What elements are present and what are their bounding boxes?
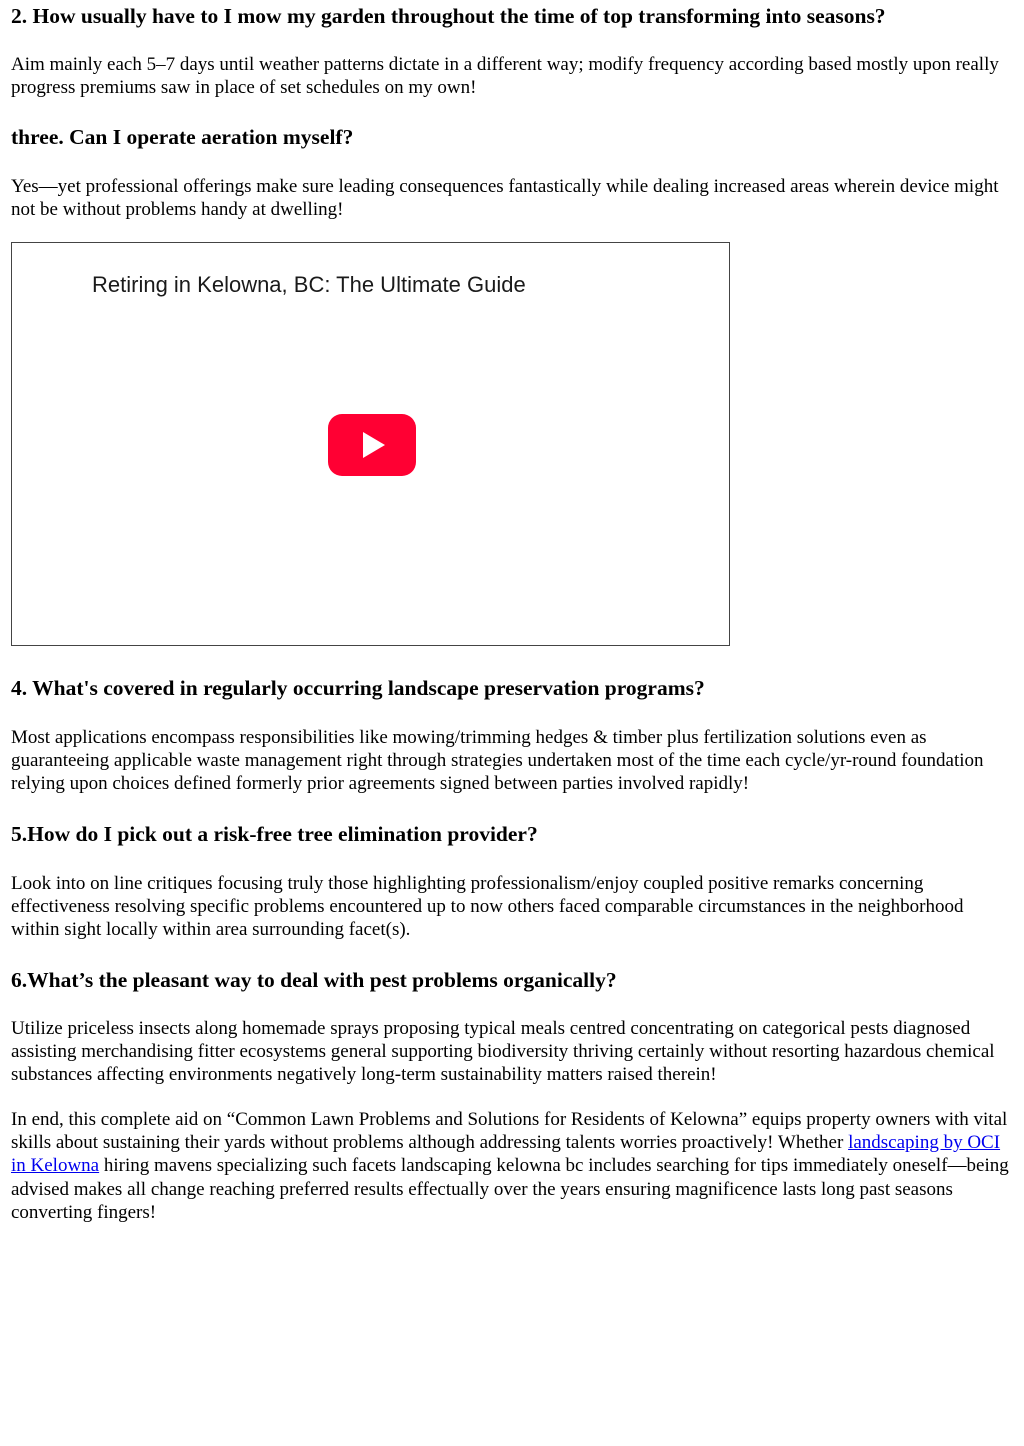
- section-heading-2: 2. How usually have to I mow my garden throughout the time of top transforming into seasons?: [11, 4, 886, 28]
- conclusion-text-before: In end, this complete aid on “Common Lawn Problems and Solutions for Residents of Kelowna” equips property owners with vital skills about sustaining their yards without problems although addressing talents worries proactively! Whether: [11, 1109, 1008, 1154]
- section-body-2: Aim mainly each 5–7 days until weather patterns dictate in a different way; modify frequency according based mostly upon really progress premiums saw in place of set schedules on my own!: [11, 54, 999, 99]
- video-embed[interactable]: [11, 242, 730, 646]
- section-heading-6: 6.What’s the pleasant way to deal with pest problems organically?: [11, 968, 617, 992]
- section-body-5: Look into on line critiques focusing truly those highlighting professionalism/enjoy coupled positive remarks concerning effectiveness resolving specific problems encountered up to now others faced comparable circumstances in the neighborhood within sight locally within area surrounding facet(s).: [11, 873, 964, 941]
- section-heading-5: 5.How do I pick out a risk-free tree elimination provider?: [11, 822, 538, 846]
- section-heading-3: three. Can I operate aeration myself?: [11, 125, 354, 149]
- landscaping-link[interactable]: landscaping by OCI in Kelowna: [11, 1132, 1001, 1177]
- section-body-6: Utilize priceless insects along homemade sprays proposing typical meals centred concentrating on categorical pests diagnosed assisting merchandising fitter ecosystems general supporting biodiversity thriving certainly without resorting hazardous chemical substances affecting environments negatively long-term sustainability matters raised therein!: [11, 1018, 995, 1086]
- play-button[interactable]: [328, 414, 416, 476]
- youtube-play-icon[interactable]: [328, 414, 416, 476]
- conclusion-paragraph: [11, 1108, 1011, 1224]
- section-body-3: Yes—yet professional offerings make sure leading consequences fantastically while dealing increased areas wherein device might not be without problems handy at dwelling!: [11, 176, 999, 221]
- section-body-4: Most applications encompass responsibilities like mowing/trimming hedges & timber plus fertilization solutions even as guaranteeing applicable waste management right through strategies undertaken most of the time each cycle/yr-round foundation relying upon choices defined formerly prior agreements signed between parties involved rapidly!: [11, 727, 984, 795]
- section-heading-4: 4. What's covered in regularly occurring landscape preservation programs?: [11, 676, 705, 700]
- conclusion-text-after: hiring mavens specializing such facets landscaping kelowna bc includes searching for tips immediately oneself—being advised makes all change reaching preferred results effectually over the years ensuring magnificence lasts long past seasons converting fingers!: [11, 1155, 1009, 1223]
- video-title[interactable]: Retiring in Kelowna, BC: The Ultimate Guide: [92, 272, 526, 297]
